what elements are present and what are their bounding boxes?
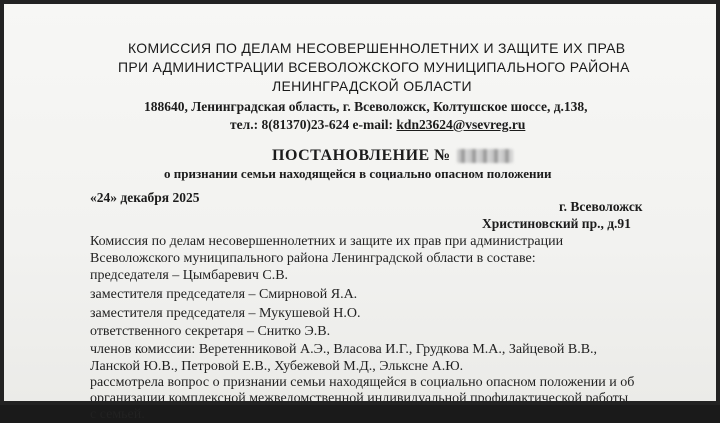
document-street: Христиновский пр., д.91: [482, 216, 631, 231]
email-link[interactable]: kdn23624@vsevreg.ru: [396, 117, 526, 132]
document-page: [4, 4, 716, 422]
document-subtitle: о признании семьи находящейся в социально опасном положении: [164, 166, 552, 181]
body-line-11: с семьей.: [90, 407, 145, 422]
header-contacts: [230, 117, 525, 133]
document-date: «24» декабря 2025: [90, 190, 200, 205]
body-line-8: Ланской Ю.В., Петровой Е.В., Хубежевой М.Д., Элькснe А.Ю.: [90, 359, 464, 374]
redacted-number: [457, 149, 513, 163]
header-line-2: ПРИ АДМИНИСТРАЦИИ ВСЕВОЛОЖСКОГО МУНИЦИПАЛЬНОГО РАЙОНА: [118, 59, 630, 75]
body-line-9: рассмотрела вопрос о признании семьи находящейся в социально опасном положении и об: [90, 375, 635, 390]
header-address: 188640, Ленинградская область, г. Всеволожск, Колтушское шоссе, д.138,: [144, 99, 588, 114]
body-line-7: членов комиссии: Веретенниковой А.Э., Власова И.Г., Грудкова М.А., Зайцевой В.В.,: [90, 342, 598, 357]
document-city: г. Всеволожск: [559, 199, 643, 214]
document-title-text: ПОСТАНОВЛЕНИЕ №: [272, 147, 451, 164]
header-line-3: ЛЕНИНГРАДСКОЙ ОБЛАСТИ: [272, 78, 472, 94]
body-line-6: ответственного секретаря – Снитко Э.В.: [90, 324, 331, 339]
body-line-2: Всеволожского муниципального района Ленинградской области в составе:: [90, 251, 536, 266]
body-line-1: Комиссия по делам несовершеннолетних и защите их прав при администрации: [90, 234, 564, 249]
document-title: [272, 147, 513, 165]
body-line-4: заместителя председателя – Смирновой Я.А.: [90, 287, 358, 302]
body-line-5: заместителя председателя – Мукушевой Н.О.: [90, 306, 361, 321]
header-line-1: КОМИССИЯ ПО ДЕЛАМ НЕСОВЕРШЕННОЛЕТНИХ И ЗАЩИТЕ ИХ ПРАВ: [128, 40, 626, 56]
body-line-3: председателя – Цымбаревич С.В.: [90, 268, 289, 283]
contacts-prefix: тел.: 8(81370)23-624 e-mail:: [230, 117, 397, 132]
body-line-10: организации комплексной межведомственной индивидуальной профилактической работы: [90, 391, 629, 406]
